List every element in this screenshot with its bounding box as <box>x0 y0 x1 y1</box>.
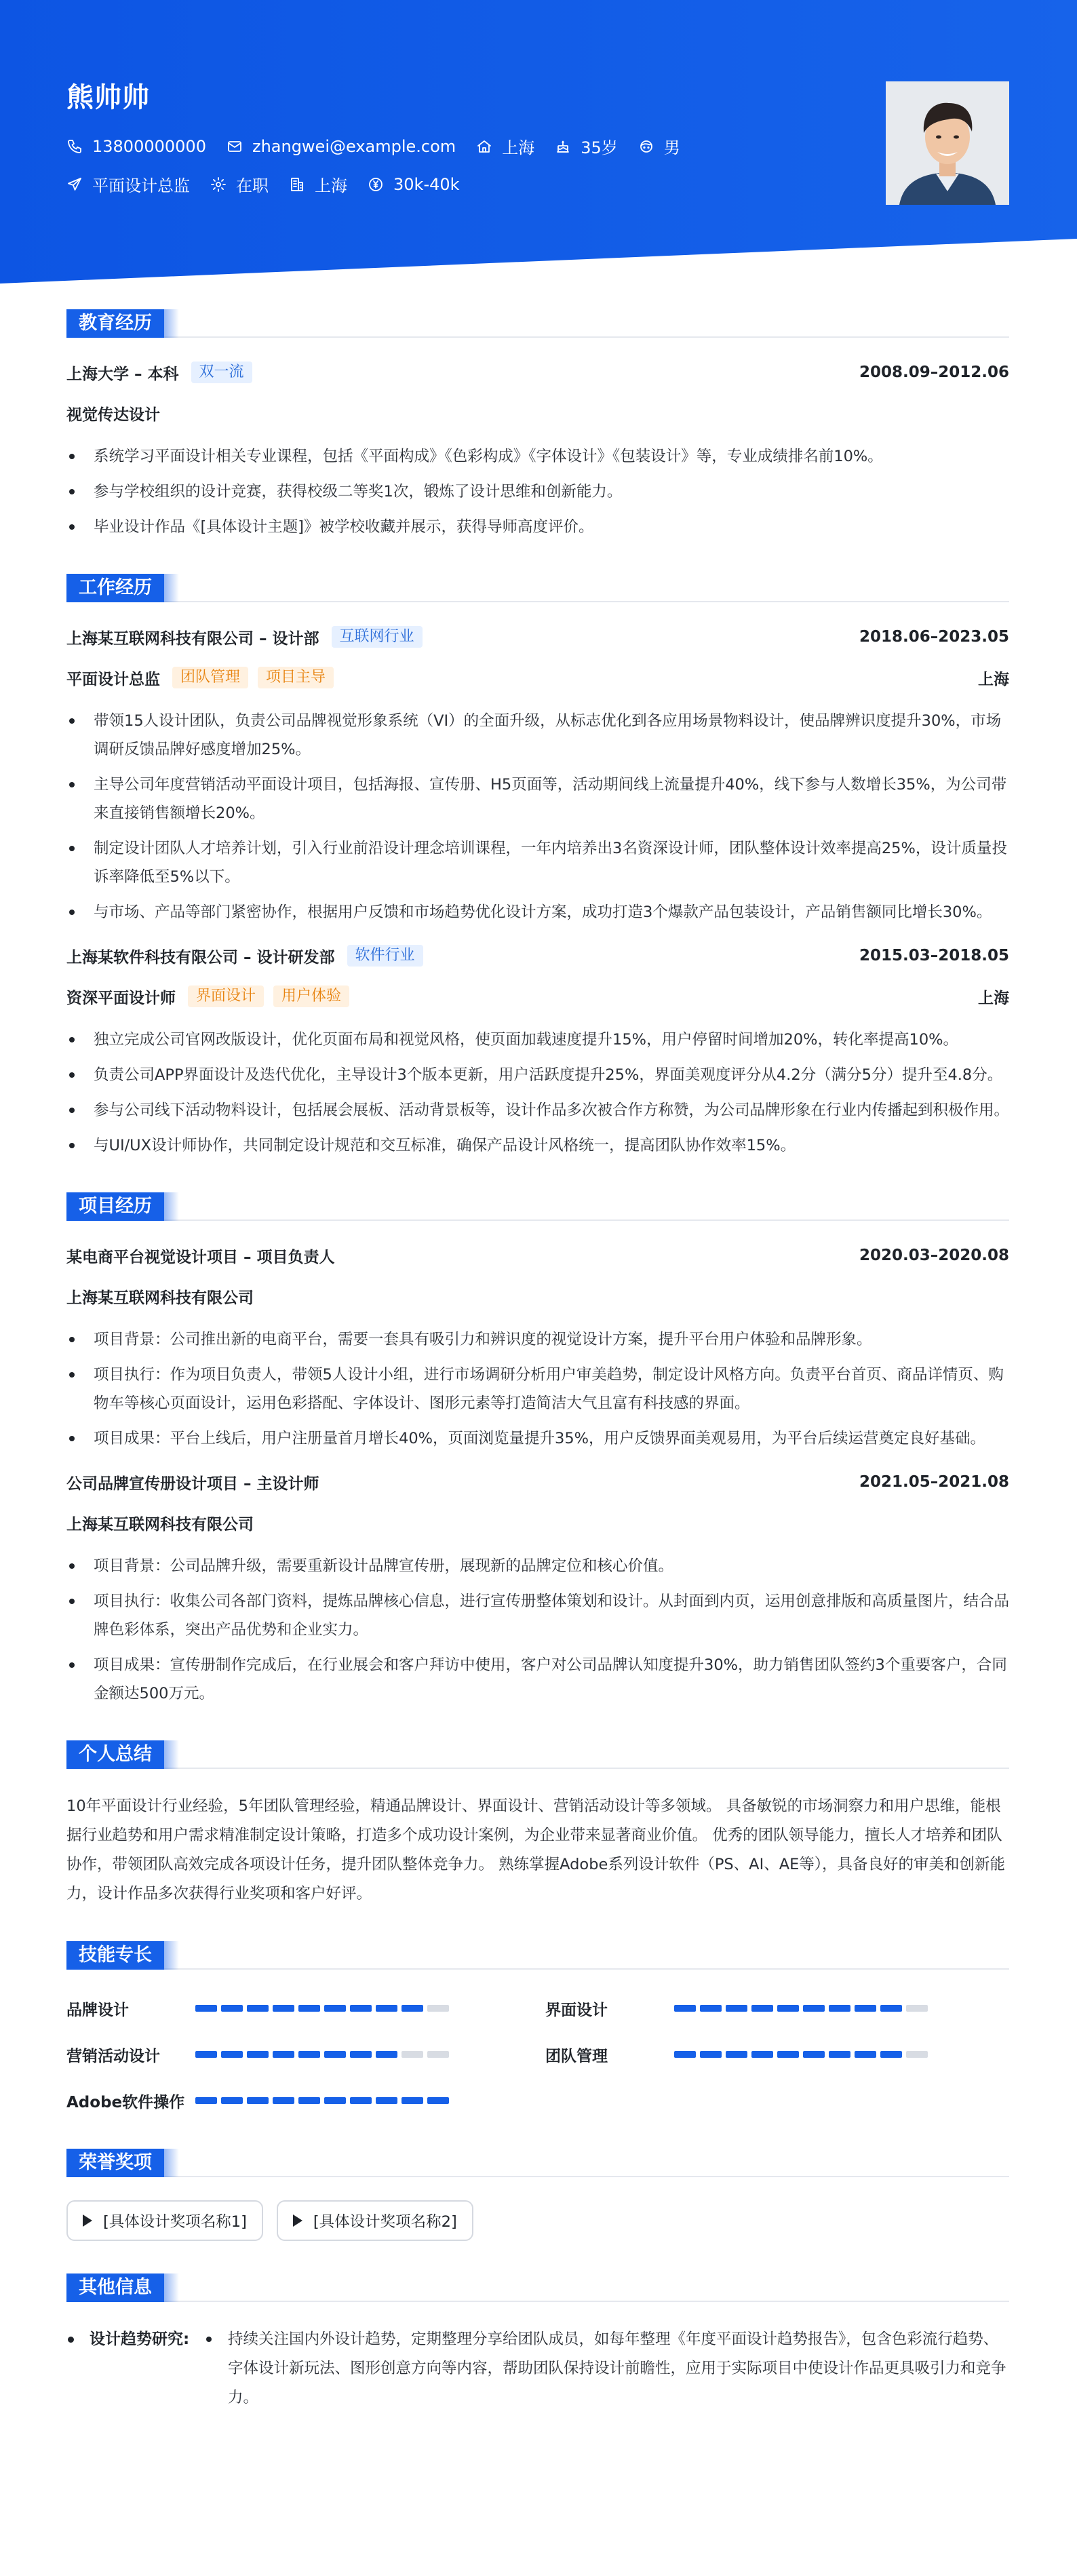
skill-item <box>545 1993 1009 2024</box>
city-text: 上海 <box>315 176 347 195</box>
project-date: 2021.05–2021.08 <box>859 1473 1009 1491</box>
project-title: 某电商平台视觉设计项目 – 项目负责人 <box>66 1248 335 1266</box>
work-bullets <box>66 707 1009 926</box>
skill-level-segment <box>298 2005 320 2012</box>
skill-level-segment <box>751 2005 773 2012</box>
list-item: 主导公司年度营销活动平面设计项目，包括海报、宣传册、H5页面等，活动期间线上流量提升40%，线下参与人数增长35%，为公司带来直接销售额增长20%。 <box>66 770 1009 827</box>
section-header-education <box>66 307 1009 340</box>
building-icon <box>289 176 305 193</box>
skill-level-bar <box>195 2097 453 2104</box>
school-name: 上海大学 – 本科 <box>66 365 179 383</box>
other-label: 设计趋势研究: <box>66 2325 202 2413</box>
skill-level-segment <box>427 2051 449 2058</box>
skill-level-segment <box>726 2005 747 2012</box>
skill-level-segment <box>855 2005 876 2012</box>
play-icon <box>83 2214 92 2227</box>
work-bullets <box>66 1026 1009 1160</box>
skills-section <box>66 1938 1009 2116</box>
list-item: 带领15人设计团队，负责公司品牌视觉形象系统（VI）的全面升级，从标志优化到各应用场景物料设计，使品牌辨识度提升30%，市场调研反馈品牌好感度增加25%。 <box>66 707 1009 764</box>
work-section <box>66 571 1009 1160</box>
section-header-work <box>66 571 1009 605</box>
list-item: 项目背景：公司推出新的电商平台，需要一套具有吸引力和辨识度的视觉设计方案，提升平台用户体验和品牌形象。 <box>66 1325 1009 1354</box>
skill-level-segment <box>221 2051 243 2058</box>
play-icon <box>293 2214 302 2227</box>
industry-tag: 互联网行业 <box>332 626 423 648</box>
skill-level-segment <box>350 2097 372 2104</box>
skill-level-segment <box>829 2051 850 2058</box>
skill-level-segment <box>247 2051 269 2058</box>
list-item: 负责公司APP界面设计及迭代优化，主导设计3个版本更新，用户活跃度提升25%，界面美观度评分从4.2分（满分5分）提升至4.8分。 <box>66 1061 1009 1089</box>
skill-level-segment <box>247 2005 269 2012</box>
section-header-awards <box>66 2146 1009 2180</box>
work-date: 2015.03–2018.05 <box>859 947 1009 964</box>
skills-grid <box>66 1993 1009 2116</box>
salary-text: 30k-40k <box>393 174 460 194</box>
company-name: 上海某软件科技有限公司 – 设计研发部 <box>66 948 335 967</box>
phone-icon <box>66 138 83 155</box>
work-location: 上海 <box>978 670 1009 688</box>
skill-level-segment <box>803 2051 825 2058</box>
awards-list <box>66 2200 1009 2241</box>
list-item: 参与学校组织的设计竞赛，获得校级二等奖1次，锻炼了设计思维和创新能力。 <box>66 477 1009 506</box>
section-divider <box>66 2176 1009 2177</box>
project-row <box>66 1470 1009 1494</box>
skill-level-segment <box>273 2051 294 2058</box>
role-title: 资深平面设计师 <box>66 989 176 1007</box>
salary-item <box>368 175 460 194</box>
project-entry <box>66 1470 1009 1708</box>
project-org: 上海某互联网科技有限公司 <box>66 1515 254 1534</box>
hometown-item <box>476 134 534 158</box>
education-row <box>66 361 1009 384</box>
project-org: 上海某互联网科技有限公司 <box>66 1289 254 1307</box>
skill-level-segment <box>402 2051 423 2058</box>
status-icon <box>210 176 227 193</box>
role-title: 平面设计总监 <box>66 670 160 688</box>
company-row <box>66 625 1009 648</box>
projects-section <box>66 1190 1009 1708</box>
skill-level-segment <box>324 2051 346 2058</box>
award-name: [具体设计奖项名称2] <box>313 2213 457 2231</box>
section-divider <box>66 2301 1009 2302</box>
gender-text: 男 <box>663 138 680 157</box>
skill-level-segment <box>376 2005 397 2012</box>
list-item: 项目成果：宣传册制作完成后，在行业展会和客户拜访中使用，客户对公司品牌认知度提升30%，助力销售团队签约3个重要客户，合同金额达500万元。 <box>66 1651 1009 1708</box>
skill-level-segment <box>726 2051 747 2058</box>
skill-item <box>66 1993 545 2024</box>
list-item: 项目执行：作为项目负责人，带领5人设计小组，进行市场调研分析用户审美趋势，制定设计风格方向。负责平台首页、商品详情页、购物车等核心页面设计，运用色彩搭配、字体设计、图形元素等打造简洁大气且富有科技感的界面。 <box>66 1361 1009 1418</box>
list-item: 制定设计团队人才培养计划，引入行业前沿设计理念培训课程，一年内培养出3名资深设计师，团队整体设计效率提高25%，设计质量投诉率降低至5%以下。 <box>66 834 1009 891</box>
skill-name: 营销活动设计 <box>66 2047 160 2065</box>
skill-level-segment <box>906 2051 928 2058</box>
skill-level-segment <box>674 2051 696 2058</box>
avatar <box>886 81 1009 205</box>
list-item: 毕业设计作品《[具体设计主题]》被学校收藏并展示，获得导师高度评价。 <box>66 513 1009 541</box>
major-row <box>66 402 1009 425</box>
list-item: 系统学习平面设计相关专业课程，包括《平面构成》《色彩构成》《字体设计》《包装设计》等，专业成绩排名前10%。 <box>66 442 1009 471</box>
section-title: 工作经历 <box>66 574 164 602</box>
other-text: 持续关注国内外设计趋势，定期整理分享给团队成员，如每年整理《年度平面设计趋势报告》，包含色彩流行趋势、字体设计新玩法、图形创意方向等内容，帮助团队保持设计前瞻性，应用于实际项目中使设计作品更具吸引力和竞争力。 <box>202 2325 1009 2413</box>
skill-level-segment <box>829 2005 850 2012</box>
work-location: 上海 <box>978 989 1009 1007</box>
role-tag: 界面设计 <box>188 985 264 1007</box>
position-item <box>66 172 190 196</box>
position-text: 平面设计总监 <box>92 176 190 195</box>
home-icon <box>476 138 492 155</box>
project-entry <box>66 1244 1009 1453</box>
awards-section <box>66 2146 1009 2241</box>
award-item <box>66 2200 263 2241</box>
skill-level-segment <box>777 2005 799 2012</box>
role-row <box>66 666 1009 689</box>
project-bullets <box>66 1552 1009 1708</box>
section-divider <box>66 336 1009 338</box>
skill-level-segment <box>221 2005 243 2012</box>
summary-text: 10年平面设计行业经验，5年团队管理经验，精通品牌设计、界面设计、营销活动设计等多领域。 具备敏锐的市场洞察力和用户思维，能根据行业趋势和用户需求精准制定设计策略，打造多个成功设计案例，为企业带来显著商业价值。 优秀的团队领导能力，擅长人才培养和团队协作，带领团队高效完成各项设计任务，提升团队整体竞争力。 熟练掌握Adobe系列设计软件（PS、AI、AE等），具备良好的审美和创新能力，设计作品多次获得行业奖项和客户好评。 <box>66 1797 1006 1902</box>
skill-level-segment <box>273 2005 294 2012</box>
cake-icon <box>555 138 571 155</box>
role-tag: 项目主导 <box>258 667 334 688</box>
list-item: 与市场、产品等部门紧密协作，根据用户反馈和市场趋势优化设计方案，成功打造3个爆款产品包装设计，产品销售额同比增长30%。 <box>66 898 1009 926</box>
status-text: 在职 <box>236 176 269 195</box>
role-tag: 用户体验 <box>273 985 349 1007</box>
education-section <box>66 307 1009 541</box>
section-header-skills <box>66 1938 1009 1972</box>
skill-level-segment <box>402 2097 423 2104</box>
email-item <box>227 137 456 156</box>
section-divider <box>66 1768 1009 1769</box>
skill-level-segment <box>324 2005 346 2012</box>
status-item <box>210 172 269 196</box>
project-org-row <box>66 1511 1009 1534</box>
skill-level-bar <box>674 2051 932 2058</box>
skill-level-segment <box>324 2097 346 2104</box>
section-divider <box>66 1968 1009 1970</box>
section-divider <box>66 601 1009 602</box>
award-name: [具体设计奖项名称1] <box>103 2213 247 2231</box>
age-item <box>555 134 618 158</box>
skill-level-segment <box>751 2051 773 2058</box>
project-bullets <box>66 1325 1009 1453</box>
other-item <box>66 2325 1009 2413</box>
education-date: 2008.09–2012.06 <box>859 364 1009 381</box>
other-section <box>66 2271 1009 2413</box>
skill-level-segment <box>880 2005 902 2012</box>
project-row <box>66 1244 1009 1267</box>
project-title: 公司品牌宣传册设计项目 – 主设计师 <box>66 1475 319 1493</box>
skill-level-segment <box>777 2051 799 2058</box>
summary-section <box>66 1738 1009 1909</box>
major-name: 视觉传达设计 <box>66 406 160 424</box>
award-item <box>277 2200 473 2241</box>
hometown-text: 上海 <box>502 138 535 157</box>
skill-level-segment <box>273 2097 294 2104</box>
role-row <box>66 985 1009 1008</box>
mail-icon <box>227 138 243 155</box>
section-header-other <box>66 2271 1009 2305</box>
skill-level-segment <box>195 2051 217 2058</box>
company-row <box>66 944 1009 967</box>
project-date: 2020.03–2020.08 <box>859 1247 1009 1264</box>
skill-level-bar <box>674 2005 932 2012</box>
section-divider <box>66 1219 1009 1221</box>
skill-level-segment <box>247 2097 269 2104</box>
avatar-photo <box>886 81 1009 205</box>
section-title: 个人总结 <box>66 1740 164 1769</box>
skill-level-segment <box>376 2097 397 2104</box>
section-title: 技能专长 <box>66 1941 164 1970</box>
skill-item <box>66 2039 545 2070</box>
skill-level-segment <box>298 2051 320 2058</box>
section-title: 荣誉奖项 <box>66 2149 164 2177</box>
yen-icon <box>368 176 384 193</box>
skill-name: 团队管理 <box>545 2047 608 2065</box>
work-entry <box>66 625 1009 926</box>
skill-level-segment <box>221 2097 243 2104</box>
list-item: 独立完成公司官网改版设计，优化页面布局和视觉风格，使页面加载速度提升15%，用户停留时间增加20%，转化率提高10%。 <box>66 1026 1009 1054</box>
skill-level-segment <box>298 2097 320 2104</box>
section-title: 项目经历 <box>66 1192 164 1221</box>
contact-row <box>66 134 701 158</box>
skill-level-segment <box>674 2005 696 2012</box>
skill-level-segment <box>855 2051 876 2058</box>
education-entry <box>66 361 1009 541</box>
industry-tag: 软件行业 <box>347 945 423 967</box>
work-date: 2018.06–2023.05 <box>859 628 1009 646</box>
skill-level-segment <box>700 2005 722 2012</box>
list-item: 参与公司线下活动物料设计，包括展会展板、活动背景板等，设计作品多次被合作方称赞，为公司品牌形象在行业内传播起到积极作用。 <box>66 1096 1009 1125</box>
project-org-row <box>66 1285 1009 1308</box>
phone-item <box>66 137 206 156</box>
work-entry <box>66 944 1009 1160</box>
job-intent-row <box>66 172 480 196</box>
section-header-summary <box>66 1738 1009 1772</box>
skill-level-segment <box>803 2005 825 2012</box>
list-item: 项目成果：平台上线后，用户注册量首月增长40%，页面浏览量提升35%，用户反馈界面美观易用，为平台后续运营奠定良好基础。 <box>66 1424 1009 1453</box>
skill-level-segment <box>376 2051 397 2058</box>
skill-item <box>66 2085 545 2116</box>
skill-level-segment <box>700 2051 722 2058</box>
skill-name: Adobe软件操作 <box>66 2093 185 2111</box>
list-item: 与UI/UX设计师协作，共同制定设计规范和交互标准，确保产品设计风格统一，提高团队协作效率15%。 <box>66 1131 1009 1160</box>
skill-level-segment <box>350 2051 372 2058</box>
skill-level-bar <box>195 2051 453 2058</box>
section-title: 其他信息 <box>66 2273 164 2302</box>
company-name: 上海某互联网科技有限公司 – 设计部 <box>66 629 319 648</box>
skill-level-segment <box>402 2005 423 2012</box>
skill-level-segment <box>906 2005 928 2012</box>
header-banner <box>0 0 1077 285</box>
skill-level-segment <box>880 2051 902 2058</box>
skill-name: 界面设计 <box>545 2001 608 2019</box>
role-tag: 团队管理 <box>172 667 248 688</box>
skill-level-segment <box>427 2005 449 2012</box>
skill-level-segment <box>427 2097 449 2104</box>
school-tag: 双一流 <box>191 362 252 383</box>
email-text: zhangwei@example.com <box>252 136 456 156</box>
skill-level-segment <box>350 2005 372 2012</box>
skill-level-bar <box>195 2005 453 2012</box>
candidate-name: 熊帅帅 <box>66 82 150 113</box>
skill-level-segment <box>195 2097 217 2104</box>
skill-level-segment <box>195 2005 217 2012</box>
phone-text: 13800000000 <box>92 136 206 156</box>
gender-item <box>638 134 680 158</box>
list-item: 项目背景：公司品牌升级，需要重新设计品牌宣传册，展现新的品牌定位和核心价值。 <box>66 1552 1009 1580</box>
list-item: 项目执行：收集公司各部门资料，提炼品牌核心信息，进行宣传册整体策划和设计。从封面到内页，运用创意排版和高质量图片，结合品牌色彩体系，突出产品优势和企业实力。 <box>66 1587 1009 1644</box>
age-text: 35岁 <box>581 138 618 157</box>
skill-item <box>545 2039 1009 2070</box>
send-icon <box>66 176 83 193</box>
skill-name: 品牌设计 <box>66 2001 129 2019</box>
resume-body <box>66 307 1009 2442</box>
education-bullets <box>66 442 1009 541</box>
section-header-projects <box>66 1190 1009 1224</box>
city-item <box>289 172 347 196</box>
section-title: 教育经历 <box>66 309 164 338</box>
gender-icon <box>638 138 654 155</box>
